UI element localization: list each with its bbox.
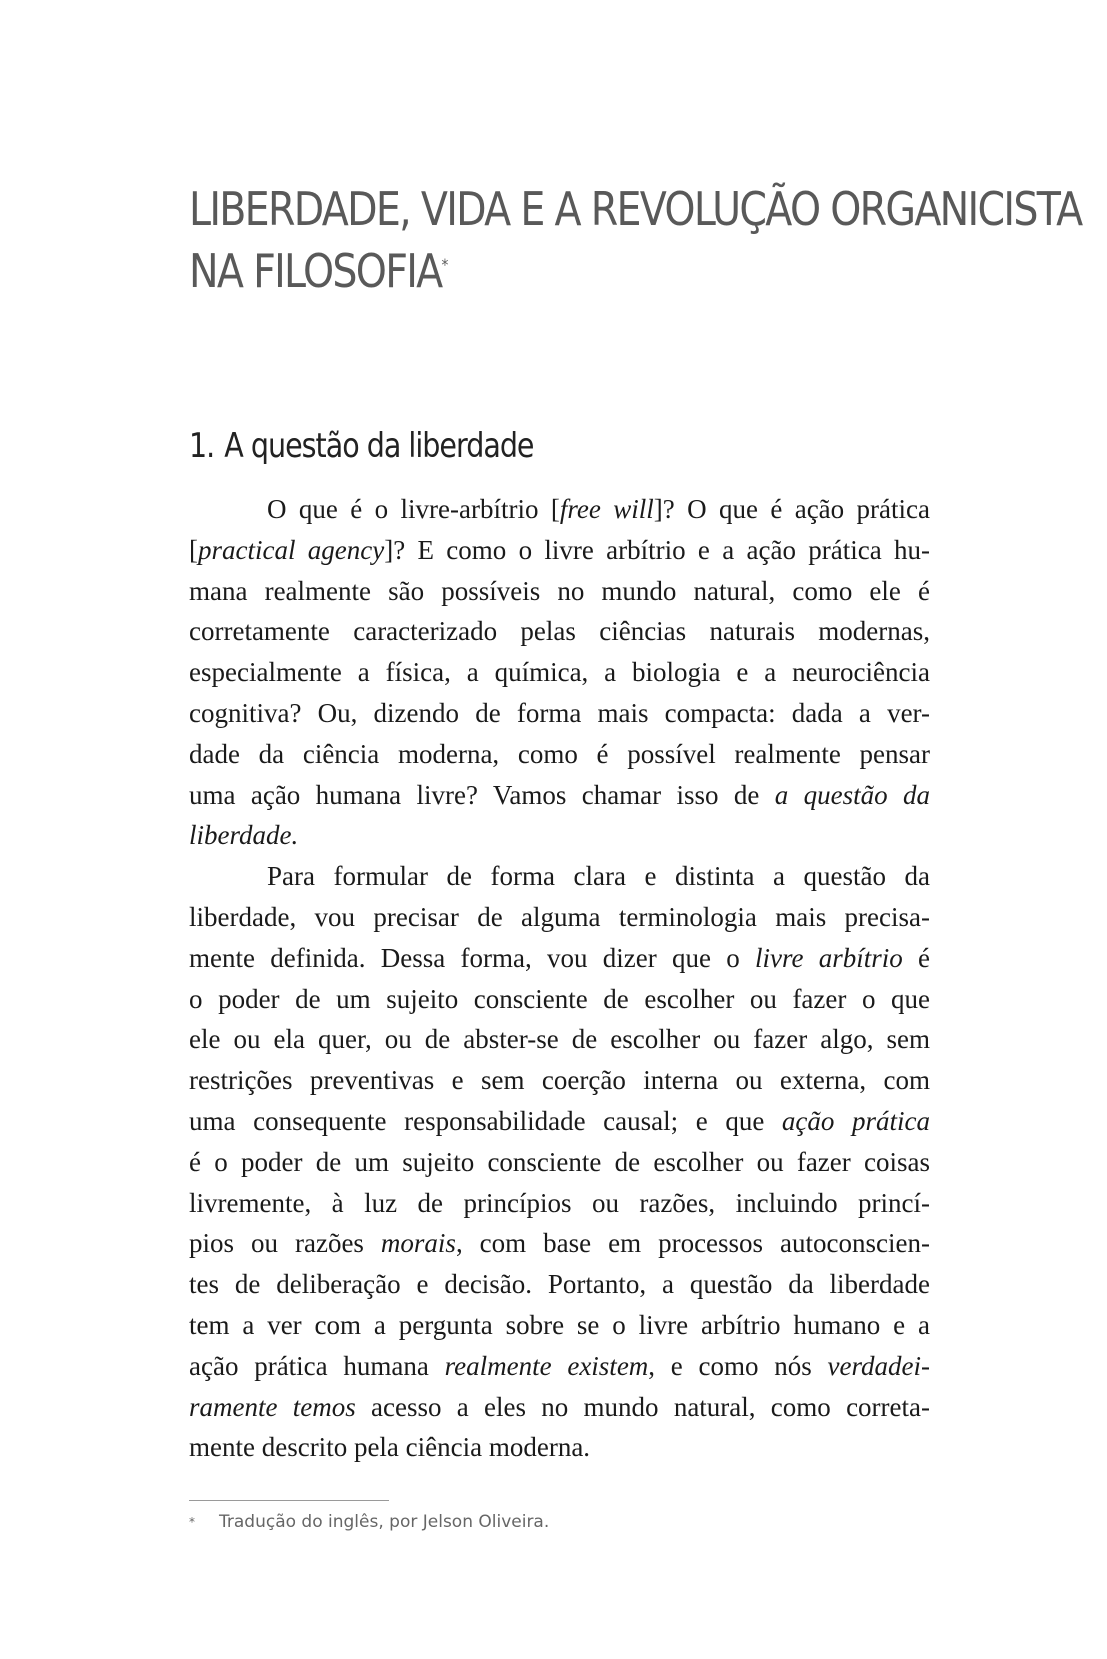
- paragraph-line: [189, 489, 930, 530]
- text-run: mana realmente são possíveis no mundo natural, como ele é: [189, 575, 930, 606]
- paragraph-line: [189, 734, 930, 775]
- italic-text: free will: [559, 494, 654, 524]
- footnote-reference-mark: *: [441, 255, 449, 274]
- body-text: [189, 489, 930, 1468]
- text-run: acesso a eles no mundo natural, como correta-: [355, 1391, 930, 1422]
- footnote-text: Tradução do inglês, por Jelson Oliveira.: [219, 1512, 550, 1532]
- paragraph-line: [189, 775, 930, 816]
- text-run: dade da ciência moderna, como é possível realmente pensar: [189, 738, 930, 769]
- italic-text: a questão da: [774, 779, 930, 810]
- paragraph-line: [189, 1305, 930, 1346]
- text-run: corretamente caracterizado pelas ciências naturais modernas,: [189, 616, 930, 647]
- chapter-title: [189, 178, 1082, 302]
- paragraph-line: [189, 1264, 930, 1305]
- text-run: restrições preventivas e sem coerção interna ou externa, com: [189, 1065, 930, 1096]
- paragraph-line: [189, 897, 930, 938]
- text-run: uma consequente responsabilidade causal; e que: [189, 1105, 782, 1136]
- text-run: ação prática humana: [189, 1350, 445, 1381]
- paragraph-line: [189, 1223, 930, 1264]
- text-run: livremente, à luz de princípios ou razões, incluindo princí-: [189, 1187, 930, 1218]
- paragraph-line: [189, 611, 930, 652]
- paragraph-line: [189, 1346, 930, 1387]
- text-run: mente definida. Dessa forma, vou dizer que o: [189, 942, 755, 973]
- italic-text: ramente temos: [189, 1391, 356, 1422]
- paragraph-line: [189, 1019, 930, 1060]
- text-run: é: [902, 942, 931, 973]
- italic-text: practical agency: [198, 534, 385, 565]
- paragraph-line: [189, 652, 930, 693]
- text-run: é o poder de um sujeito consciente de escolher ou fazer coisas: [189, 1146, 930, 1177]
- paragraph-line: [189, 1060, 930, 1101]
- paragraph-line: [189, 571, 930, 612]
- text-run: Para formular de forma clara e distinta a questão da: [267, 861, 930, 892]
- text-run: tem a ver com a pergunta sobre se o livre arbítrio humano e a: [189, 1309, 930, 1340]
- section-title: A questão da liberdade: [224, 426, 534, 466]
- text-run: ]? O que é ação prática: [653, 494, 930, 524]
- text-run: especialmente a física, a química, a biologia e a neurociência: [189, 657, 930, 688]
- paragraph-line: [189, 1427, 930, 1468]
- paragraph: [189, 856, 930, 1468]
- paragraph-line: [189, 1387, 930, 1428]
- text-run: pios ou razões: [189, 1228, 381, 1259]
- text-run: cognitiva? Ou, dizendo de forma mais compacta: dada a ver-: [189, 697, 930, 728]
- section-number: 1.: [189, 426, 215, 466]
- chapter-title-line-2-text: NA FILOSOFIA: [189, 244, 442, 298]
- footnote-divider: [189, 1500, 389, 1501]
- text-run: , e como nós: [648, 1350, 828, 1381]
- footnote: [189, 1511, 549, 1533]
- italic-text: realmente existem: [444, 1350, 649, 1381]
- text-run: , com base em processos autoconscien-: [455, 1228, 930, 1259]
- italic-text: ação prática: [781, 1105, 931, 1136]
- text-run: liberdade, vou precisar de alguma terminologia mais precisa-: [189, 901, 930, 932]
- paragraph: [189, 489, 930, 856]
- paragraph-line: [189, 1183, 930, 1224]
- paragraph-line: [189, 1142, 930, 1183]
- text-run: o poder de um sujeito consciente de escolher ou fazer o que: [189, 983, 930, 1014]
- paragraph-line: [189, 530, 930, 571]
- paragraph-line: [189, 856, 930, 897]
- text-run: O que é o livre-arbítrio [: [267, 494, 560, 524]
- text-run: uma ação humana livre? Vamos chamar isso de: [189, 779, 775, 810]
- italic-text: morais: [380, 1228, 456, 1259]
- chapter-title-line-2: [189, 240, 860, 302]
- italic-text: liberdade.: [189, 820, 299, 851]
- text-run: ele ou ela quer, ou de abster-se de escolher ou fazer algo, sem: [189, 1024, 930, 1055]
- paragraph-line: [189, 815, 930, 856]
- text-run: [: [189, 534, 198, 565]
- chapter-title-line-1: LIBERDADE, VIDA E A REVOLUÇÃO ORGANICISTA: [189, 182, 1082, 236]
- text-run: ]? E como o livre arbítrio e a ação prática hu-: [384, 534, 930, 565]
- italic-text: livre arbítrio: [754, 942, 903, 973]
- paragraph-line: [189, 979, 930, 1020]
- paragraph-line: [189, 938, 930, 979]
- paragraph-line: [189, 1101, 930, 1142]
- paragraph-line: [189, 693, 930, 734]
- text-run: tes de deliberação e decisão. Portanto, a questão da liberdade: [189, 1269, 930, 1300]
- text-run: mente descrito pela ciência moderna.: [189, 1432, 591, 1463]
- section-heading: [189, 424, 534, 468]
- footnote-mark: *: [189, 1515, 195, 1529]
- italic-text: verdadei-: [827, 1350, 930, 1381]
